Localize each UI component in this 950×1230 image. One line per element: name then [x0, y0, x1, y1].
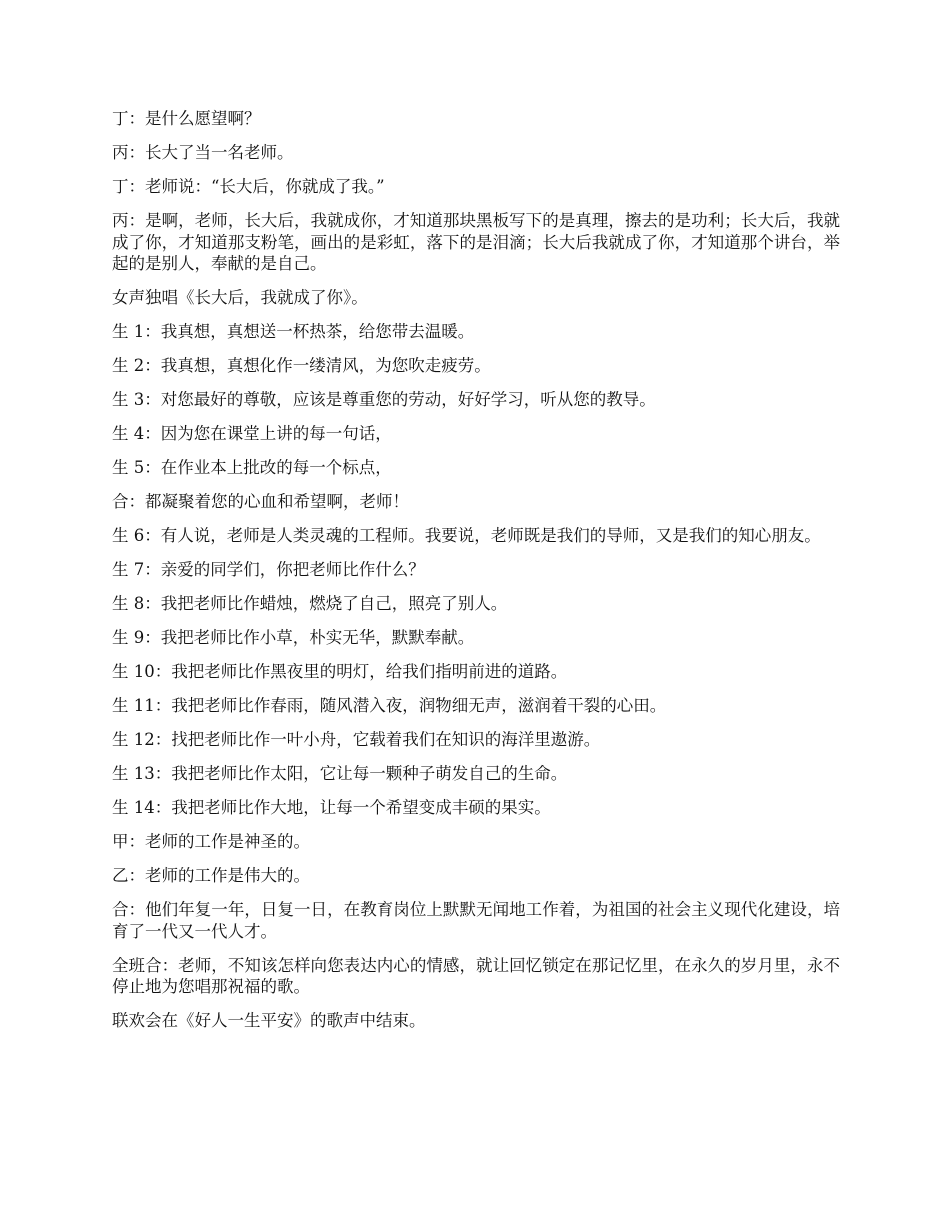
- dialogue-line: 合：他们年复一年，日复一日，在教育岗位上默默无闻地工作着，为祖国的社会主义现代化建设，培育了一代又一代人才。: [112, 900, 840, 941]
- dialogue-line: 丁：是什么愿望啊？: [112, 109, 261, 128]
- document-body: [112, 108, 840, 1044]
- dialogue-line: 丁：老师说：“长大后，你就成了我。”: [112, 177, 385, 196]
- dialogue-line: 丙：是啊，老师，长大后，我就成你，才知道那块黑板写下的是真理，擦去的是功利；长大后，我就成了你，才知道那支粉笔，画出的是彩虹，落下的是泪滴；长大后我就成了你，才知道那个讲台，举起的是别人，奉献的是自己。: [112, 211, 840, 273]
- dialogue-line: 生 3：对您最好的尊敬，应该是尊重您的劳动，好好学习，听从您的教导。: [112, 390, 656, 409]
- dialogue-line: 生 2：我真想，真想化作一缕清风，为您吹走疲劳。: [112, 356, 491, 375]
- dialogue-line: 生 11：我把老师比作春雨，随风潜入夜，润物细无声，滋润着干裂的心田。: [112, 696, 667, 715]
- dialogue-line: 生 12：找把老师比作一叶小舟，它载着我们在知识的海洋里遨游。: [112, 730, 601, 749]
- dialogue-line: 生 5：在作业本上批改的每一个标点，: [112, 458, 392, 477]
- closing-line: 联欢会在《好人一生平安》的歌声中结束。: [112, 1011, 426, 1030]
- dialogue-line: 合：都凝聚着您的心血和希望啊，老师！: [112, 492, 409, 511]
- dialogue-line: 全班合：老师，不知该怎样向您表达内心的情感，就让回忆锁定在那记忆里，在永久的岁月里，永不停止地为您唱那祝福的歌。: [112, 955, 840, 996]
- dialogue-line: 丙：长大了当一名老师。: [112, 143, 294, 162]
- dialogue-line: 乙：老师的工作是伟大的。: [112, 866, 310, 885]
- dialogue-line: 生 7：亲爱的同学们，你把老师比作什么？: [112, 560, 425, 579]
- dialogue-line: 生 4：因为您在课堂上讲的每一句话，: [112, 424, 392, 443]
- dialogue-line: 甲：老师的工作是神圣的。: [112, 832, 310, 851]
- dialogue-line: 生 9：我把老师比作小草，朴实无华，默默奉献。: [112, 628, 475, 647]
- dialogue-line: 生 1：我真想，真想送一杯热茶，给您带去温暖。: [112, 322, 475, 341]
- dialogue-line: 生 10：我把老师比作黑夜里的明灯，给我们指明前进的道路。: [112, 662, 568, 681]
- dialogue-line: 生 14：我把老师比作大地，让每一个希望变成丰硕的果实。: [112, 798, 551, 817]
- dialogue-line: 生 8：我把老师比作蜡烛，燃烧了自己，照亮了别人。: [112, 594, 508, 613]
- dialogue-line: 生 13：我把老师比作太阳，它让每一颗种子萌发自己的生命。: [112, 764, 568, 783]
- stage-direction: 女声独唱《长大后，我就成了你》。: [112, 288, 368, 307]
- dialogue-line: 生 6：有人说，老师是人类灵魂的工程师。我要说，老师既是我们的导师，又是我们的知心朋友。: [112, 526, 821, 545]
